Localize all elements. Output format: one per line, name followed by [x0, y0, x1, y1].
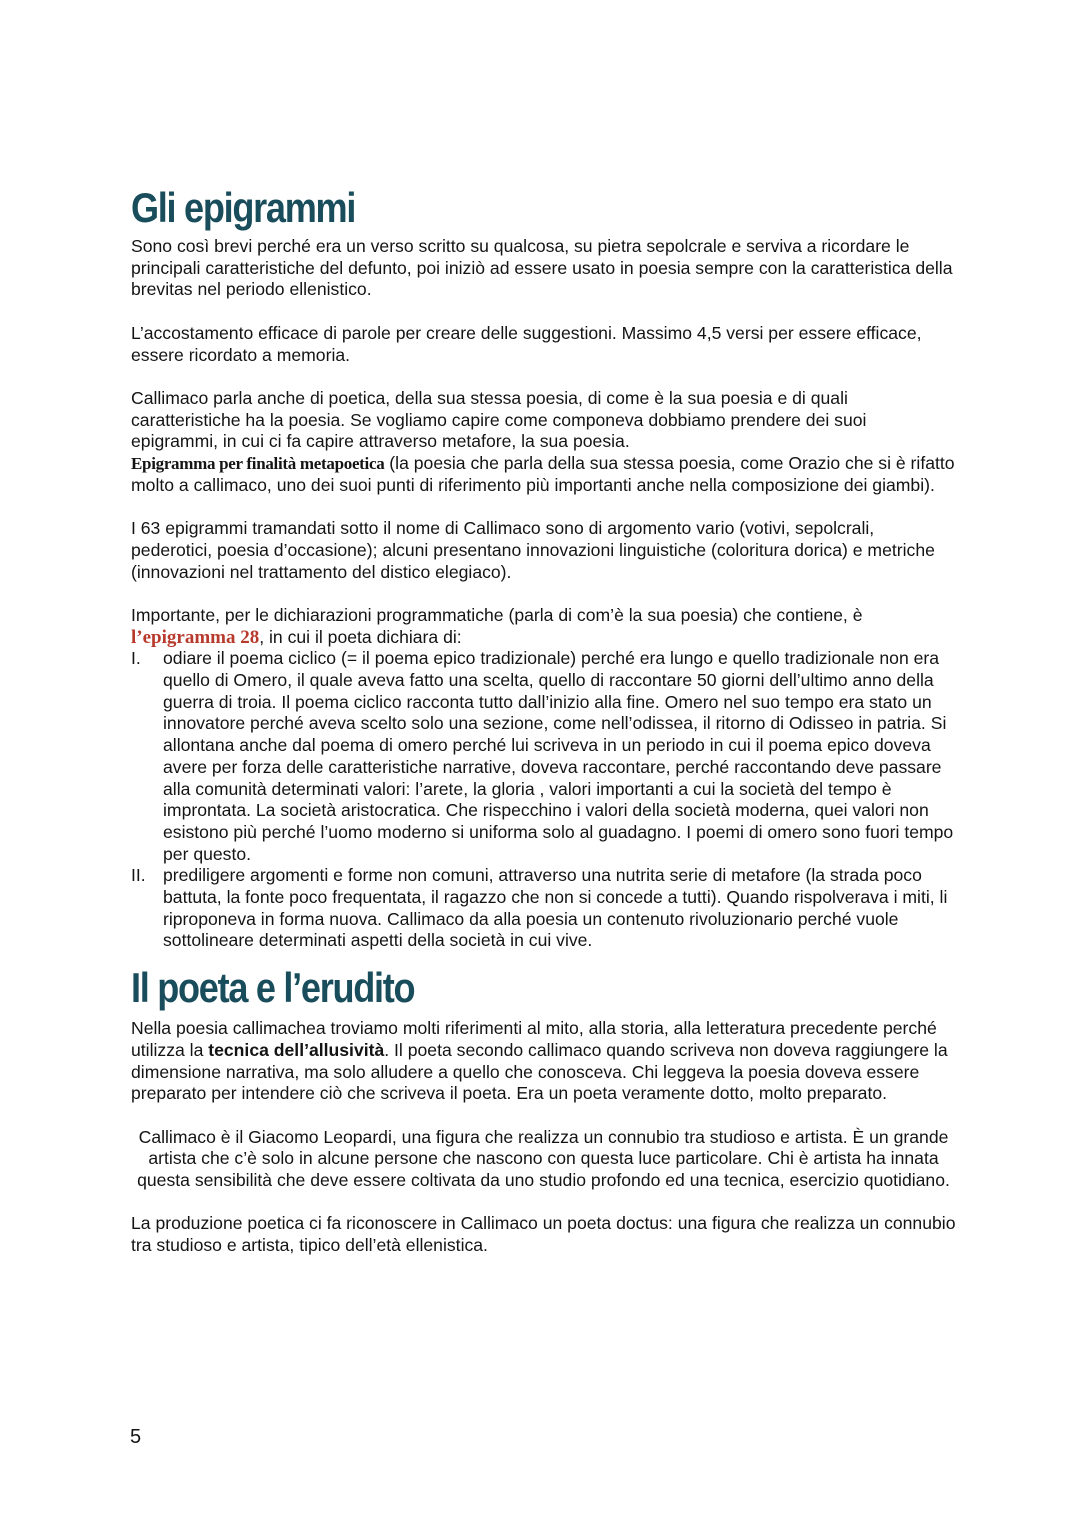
list-item-text: odiare il poema ciclico (= il poema epico tradizionale) perché era lungo e quello tradizionale non era quello di Omero, il quale aveva fatto una scelta, quello di raccontare 50 giorni dell’ultimo anno della guerra di troia. Il poema ciclico racconta tutto dall’inizio alla fine. Omero nel suo tempo era stato un innovatore perché aveva scelto solo una sezione, come nell’odissea, il ritorno di Odisseo in patria. Si allontana anche dal poema di omero perché lui scriveva in un periodo in cui il poema epico doveva avere per forza delle caratteristiche narrative, doveva raccontare, perché raccontando deve passare alla comunità determinati valori: l’arete, la gloria , valori importanti a cui la società del tempo è improntata. La società aristocratica. Che rispecchino i valori della società moderna, quei valori non esistono più perché l’uomo moderno si uniforma solo al guadagno. I poemi di omero sono fuori tempo per questo.: [163, 648, 954, 864]
metapoetica-text: (la poesia che parla della sua stessa poesia, come Orazio che si è rifatto molto a callimaco, uno dei suoi punti di riferimento più importanti anche nella composizione dei giambi).: [131, 453, 955, 495]
section-title-poeta-erudito: Il poeta e l’erudito: [131, 964, 415, 1012]
paragraph-63-epigrammi: I 63 epigrammi tramandati sotto il nome di Callimaco sono di argomento vario (votivi, sepolcrali, pederotici, poesia d’occasione); alcuni presentano innovazioni linguistiche (coloritura dorica) e metriche (innovazioni nel trattamento del distico elegiaco).: [131, 518, 935, 582]
allusivita-intro: Nella poesia callimachea troviamo molti riferimenti al mito, alla storia, alla letteratura precedente perché utilizza la: [131, 1018, 937, 1060]
paragraph-metapoetica: [131, 453, 956, 496]
section-title-epigrammi: Gli epigrammi: [131, 184, 356, 231]
paragraph-poetica: Callimaco parla anche di poetica, della sua stessa poesia, di come è la sua poesia e di quali caratteristiche ha la poesia. Se vogliamo capire come componeva dobbiamo prendere dei suoi epigrammi, in cui ci fa capire attraverso metafore, la sua poesia.: [131, 387, 867, 452]
epigramma-28-outro: , in cui il poeta dichiara di:: [259, 626, 462, 647]
declarations-list: [131, 648, 956, 952]
list-item-text: prediligere argomenti e forme non comuni, attraverso una nutrita serie di metafore (la strada poco battuta, la fonte poco frequentata, il ragazzo che non si concede a tutti). Quando rispolverava i miti, li riproponeva in forma nuova. Callimaco da alla poesia un contenuto rivoluzionario perché vuole sottolineare determinati aspetti della società in cui vive.: [163, 865, 948, 951]
list-item: [131, 865, 956, 952]
list-item-number: I.: [131, 648, 141, 669]
page-content: [131, 186, 956, 1257]
paragraph-leopardi: Callimaco è il Giacomo Leopardi, una figura che realizza un connubio tra studioso e artista. È un grande artista che c’è solo in alcune persone che nascono con questa luce particolare. Chi è artista ha innata questa sensibilità che deve essere coltivata da uno studio profondo ed una tecnica, esercizio quotidiano.: [137, 1126, 950, 1191]
paragraph-epigrammi-intro: Sono così brevi perché era un verso scritto su qualcosa, su pietra sepolcrale e serviva a ricordare le principali caratteristiche del defunto, poi iniziò ad essere usato in poesia sempre con la caratteristica della brevitas nel periodo ellenistico.: [131, 236, 953, 300]
epigramma-28-intro: Importante, per le dichiarazioni programmatiche (parla di com’è la sua poesia) che contiene, è: [131, 604, 863, 625]
allusivita-term: tecnica dell’allusività: [208, 1039, 385, 1060]
allusivita-rest: . Il poeta secondo callimaco quando scriveva non doveva raggiungere la dimensione narrativa, ma solo alludere a quello che conosceva. Chi leggeva la poesia doveva essere preparato per intendere ciò che scriveva il poeta. Era un poeta veramente dotto, molto preparato.: [131, 1039, 948, 1104]
paragraph-accostamento: L’accostamento efficace di parole per creare delle suggestioni. Massimo 4,5 versi per essere efficace, essere ricordato a memoria.: [131, 322, 922, 365]
list-item: [131, 648, 956, 865]
paragraph-poeta-doctus: La produzione poetica ci fa riconoscere in Callimaco un poeta doctus: una figura che realizza un connubio tra studioso e artista, tipico dell’età ellenistica.: [131, 1213, 956, 1256]
paragraph-allusivita: [131, 1018, 956, 1105]
list-item-number: II.: [131, 865, 146, 886]
paragraph-epigramma-28: [131, 605, 956, 648]
metapoetica-term: Epigramma per finalità metapoetica: [131, 454, 385, 473]
page-number: 5: [130, 1426, 142, 1448]
epigramma-28-highlight: l’epigramma 28: [131, 626, 260, 648]
